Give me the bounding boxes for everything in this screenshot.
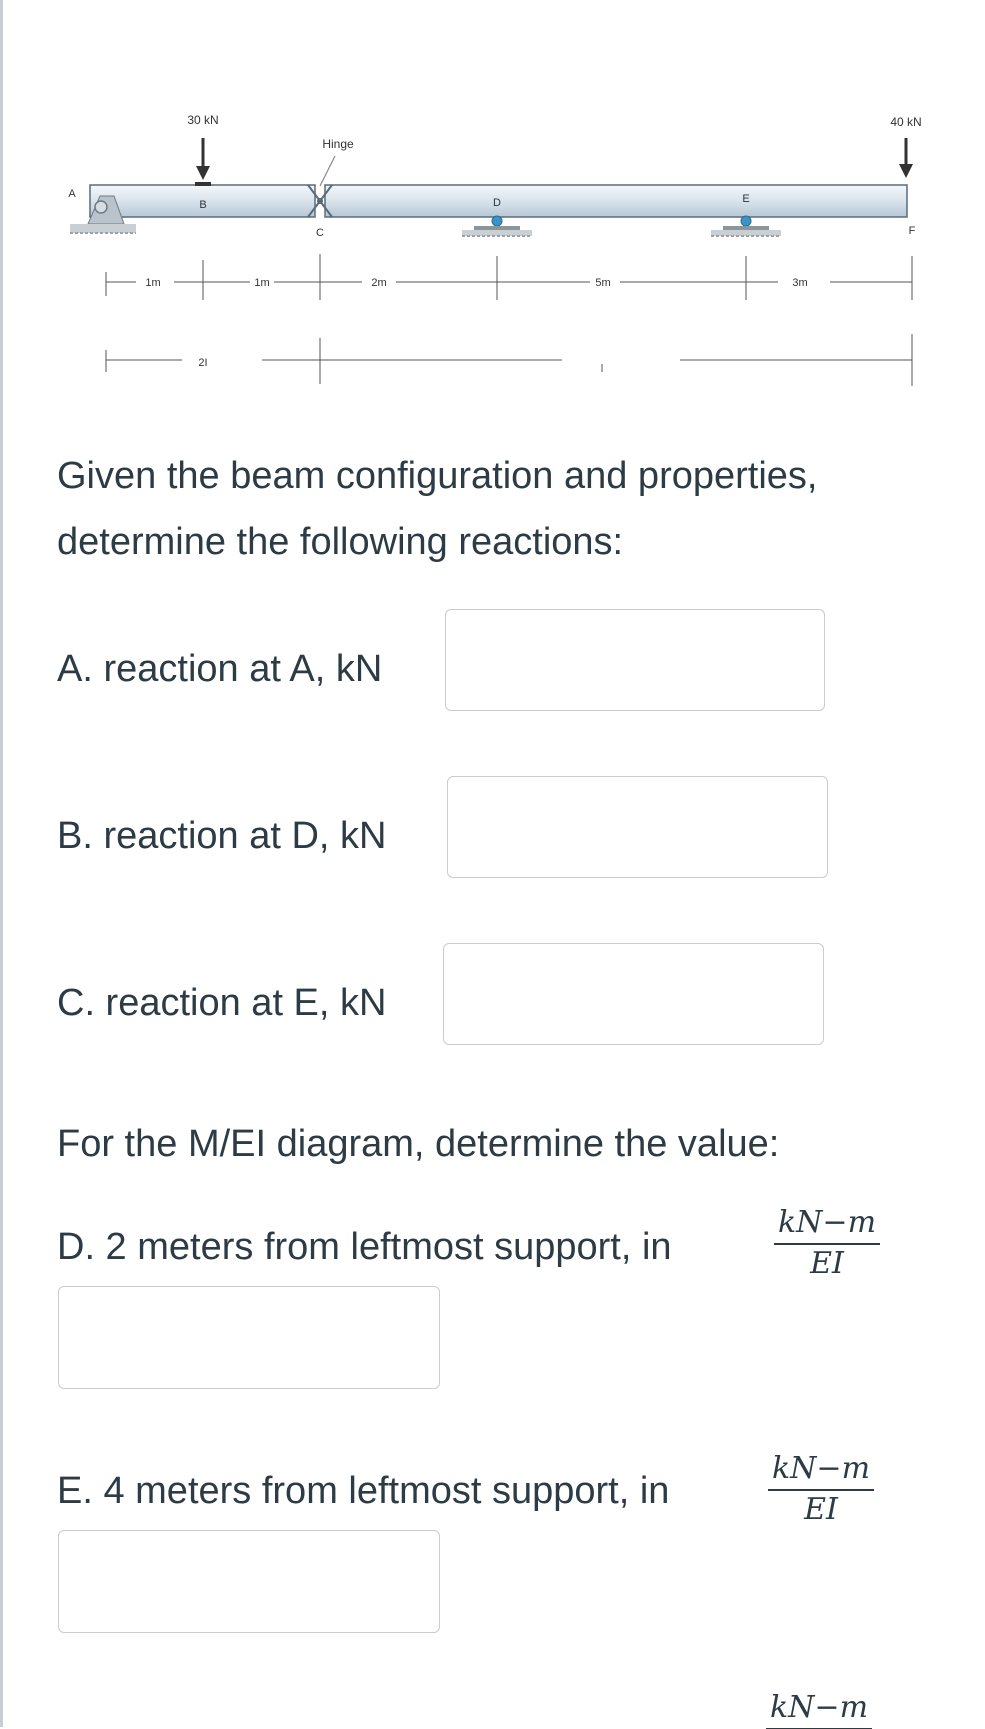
span-label-3: 2m: [371, 277, 387, 289]
unit-numerator: kN−m: [774, 1206, 880, 1245]
load-right-label: 40 kN: [890, 115, 922, 129]
reaction-a-input[interactable]: [445, 609, 825, 711]
load-arrow-left: [195, 138, 211, 186]
point-label-e: E: [742, 193, 750, 205]
unit-denominator: EI: [804, 1492, 838, 1527]
unit-numerator: kN−m: [768, 1452, 874, 1491]
question-e-label: E. 4 meters from leftmost support, in: [57, 1470, 670, 1512]
roller-support-d: [462, 216, 532, 236]
hinge-label: Hinge: [322, 137, 354, 151]
span-label-5: 3m: [792, 277, 808, 289]
dimension-line-stiffness: [106, 334, 912, 386]
unit-fraction-e: [768, 1452, 874, 1527]
question-a-label: A. reaction at A, kN: [57, 648, 383, 690]
point-label-d: D: [493, 197, 501, 209]
beam-diagram: [0, 0, 985, 400]
question-d-label: D. 2 meters from leftmost support, in: [57, 1226, 672, 1268]
reaction-e-input[interactable]: [443, 943, 824, 1045]
load-arrow-right: [899, 138, 913, 178]
prompt-line-1: Given the beam configuration and properties,: [57, 455, 818, 497]
span-label-2: 1m: [254, 277, 270, 289]
roller-support-e: [711, 216, 781, 236]
unit-fraction-f-partial: [766, 1691, 872, 1729]
unit-fraction-d: [774, 1206, 880, 1281]
reaction-d-input[interactable]: [447, 776, 828, 878]
beam-segment-right: [325, 185, 907, 217]
point-label-f: F: [908, 225, 916, 237]
stiffness-label-left: 2I: [198, 357, 208, 369]
mei-4m-input[interactable]: [58, 1530, 440, 1633]
point-label-b: B: [199, 199, 207, 211]
point-label-c: C: [316, 227, 324, 239]
unit-numerator: kN−m: [766, 1691, 872, 1729]
span-label-1: 1m: [145, 277, 161, 289]
mei-2m-input[interactable]: [58, 1286, 440, 1389]
point-label-a: A: [68, 188, 76, 200]
mei-intro: For the M/EI diagram, determine the value:: [57, 1123, 780, 1165]
load-left-label: 30 kN: [187, 113, 219, 127]
unit-denominator: EI: [810, 1246, 844, 1281]
question-b-label: B. reaction at D, kN: [57, 815, 387, 857]
span-label-4: 5m: [595, 277, 611, 289]
dimension-line-spans: [106, 254, 912, 300]
question-c-label: C. reaction at E, kN: [57, 982, 387, 1024]
prompt-line-2: determine the following reactions:: [57, 521, 624, 563]
